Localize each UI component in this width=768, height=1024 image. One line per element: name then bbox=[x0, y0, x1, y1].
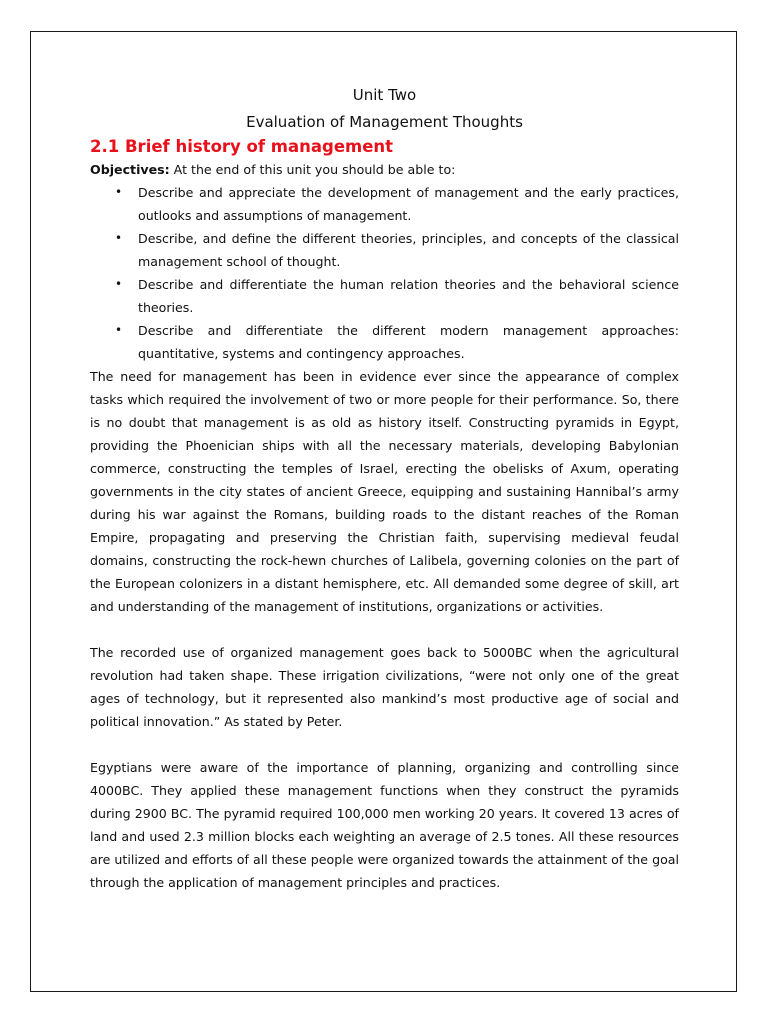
unit-title: Unit Two bbox=[352, 86, 417, 104]
list-item bbox=[90, 273, 679, 319]
bullet-icon: • bbox=[115, 231, 123, 245]
bullet-icon: • bbox=[115, 277, 123, 291]
list-item bbox=[90, 227, 679, 273]
objective-text: Describe and appreciate the development of management and the early practices, outlooks and assumptions of management. bbox=[138, 185, 679, 223]
objectives-intro bbox=[90, 158, 679, 181]
document-body bbox=[90, 82, 679, 894]
objective-text: Describe and differentiate the different modern management approaches: quantitative, systems and contingency approaches. bbox=[138, 323, 679, 361]
paragraph-spacer bbox=[90, 733, 679, 756]
section-heading: 2.1 Brief history of management bbox=[90, 137, 394, 156]
bullet-icon: • bbox=[115, 185, 123, 199]
paragraph-spacer bbox=[90, 618, 679, 641]
paragraph-egyptians: Egyptians were aware of the importance of planning, organizing and controlling since 4000BC. They applied these management functions when they construct the pyramids during 2900 BC. The pyramid required 100,000 men working 20 years. It covered 13 acres of land and used 2.3 million blocks each weighting an average of 2.5 tones. All these resources are utilized and efforts of all these people were organized towards the attainment of the goal through the application of management principles and practices. bbox=[90, 760, 679, 890]
paragraph-recorded-use: The recorded use of organized management goes back to 5000BC when the agricultural revolution had taken shape. These irrigation civilizations, “were not only one of the great ages of technology, but it represented also mankind’s most productive age of social and political innovation.” As stated by Peter. bbox=[90, 645, 679, 729]
objectives-list bbox=[90, 181, 679, 365]
bullet-icon: • bbox=[115, 323, 123, 337]
list-item bbox=[90, 181, 679, 227]
list-item bbox=[90, 319, 679, 365]
objective-text: Describe, and define the different theories, principles, and concepts of the classical management school of thought. bbox=[138, 231, 679, 269]
objectives-label: Objectives: bbox=[90, 162, 170, 177]
paragraph-history-intro: The need for management has been in evidence ever since the appearance of complex tasks which required the involvement of two or more people for their performance. So, there is no doubt that management is as old as history itself. Constructing pyramids in Egypt, providing the Phoenician ships with all the necessary materials, developing Babylonian commerce, constructing the temples of Israel, erecting the obelisks of Axum, operating governments in the city states of ancient Greece, equipping and sustaining Hannibal’s army during his war against the Romans, building roads to the distant reaches of the Roman Empire, propagating and preserving the Christian faith, supervising medieval feudal domains, constructing the rock-hewn churches of Lalibela, governing colonies on the part of the European colonizers in a distant hemisphere, etc. All demanded some degree of skill, art and understanding of the management of institutions, organizations or activities. bbox=[90, 369, 679, 614]
unit-subtitle: Evaluation of Management Thoughts bbox=[246, 113, 523, 131]
objectives-intro-text: At the end of this unit you should be able to: bbox=[169, 162, 456, 177]
objective-text: Describe and differentiate the human relation theories and the behavioral science theories. bbox=[138, 277, 679, 315]
